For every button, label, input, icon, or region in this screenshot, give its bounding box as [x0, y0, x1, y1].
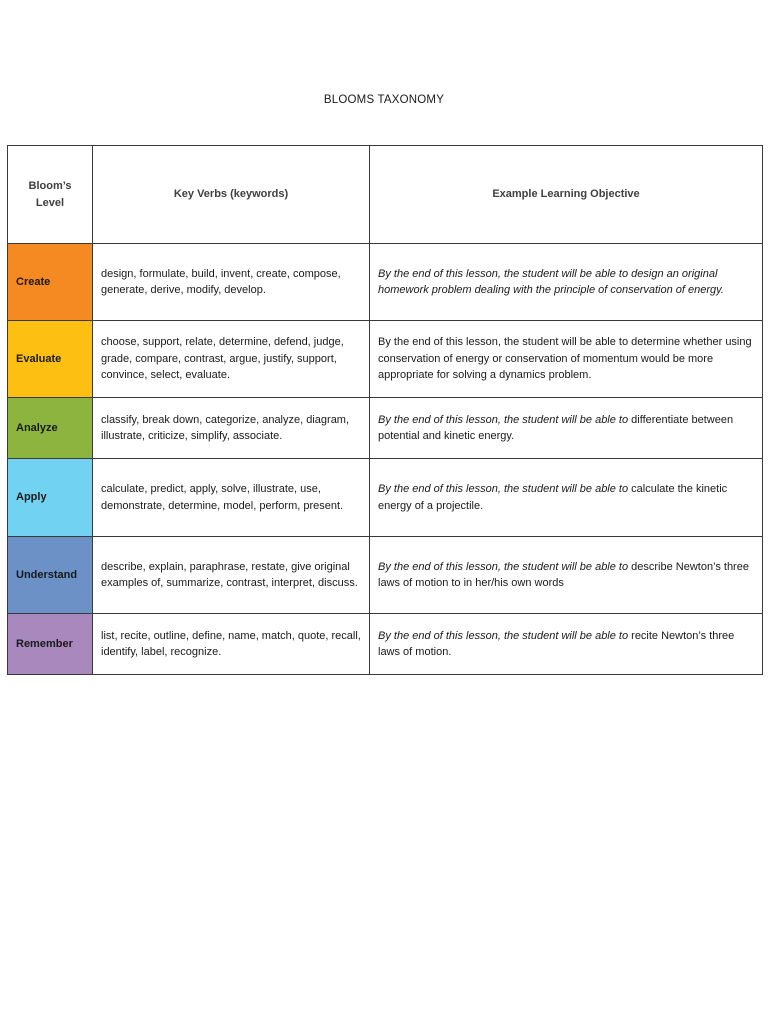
objective-cell — [370, 321, 763, 398]
verbs-cell: design, formulate, build, invent, create, compose, generate, derive, modify, develop. — [93, 244, 370, 321]
objective-italic: By the end of this lesson, the student will be able to — [378, 413, 632, 426]
objective-plain: calculate the kinetic energy of a projectile. — [378, 483, 728, 512]
document-title: BLOOMS TAXONOMY — [323, 94, 445, 106]
table-row — [8, 459, 763, 537]
table-row — [8, 321, 763, 398]
table-row — [8, 537, 763, 614]
table-row — [8, 244, 763, 321]
objective-italic: By the end of this lesson, the student will be able to — [378, 629, 632, 642]
objective-plain: recite Newton’s three laws of motion. — [378, 629, 735, 658]
objective-cell — [370, 537, 763, 614]
header-objective: Example Learning Objective — [370, 146, 763, 244]
objective-italic: By the end of this lesson, the student will be able to — [378, 560, 632, 573]
level-cell-create: Create — [8, 244, 93, 321]
verbs-cell: choose, support, relate, determine, defend, judge, grade, compare, contrast, argue, justify, support, convince, select, evaluate. — [93, 321, 370, 398]
objective-cell — [370, 459, 763, 537]
table-header-row — [8, 146, 763, 244]
objective-cell — [370, 614, 763, 675]
verbs-cell: classify, break down, categorize, analyze, diagram, illustrate, criticize, simplify, associate. — [93, 398, 370, 459]
level-cell-analyze: Analyze — [8, 398, 93, 459]
verbs-cell: calculate, predict, apply, solve, illustrate, use, demonstrate, determine, model, perform, present. — [93, 459, 370, 537]
objective-italic: By the end of this lesson, the student will be able to design an original homework problem dealing with the principle of conservation of energy. — [378, 267, 724, 296]
table-row — [8, 614, 763, 675]
level-cell-remember: Remember — [8, 614, 93, 675]
level-cell-evaluate: Evaluate — [8, 321, 93, 398]
objective-plain: describe Newton’s three laws of motion to in her/his own words — [378, 560, 749, 589]
objective-italic: By the end of this lesson, the student will be able to — [378, 483, 632, 495]
objective-cell — [370, 244, 763, 321]
objective-cell — [370, 398, 763, 459]
level-cell-understand: Understand — [8, 537, 93, 614]
blooms-taxonomy-table — [7, 145, 763, 675]
objective-plain: By the end of this lesson, the student will be able to determine whether using conservation of energy or conservation of momentum would be more appropriate for solving a dynamics problem. — [378, 336, 752, 382]
header-level: Bloom’s Level — [8, 146, 93, 244]
objective-plain: differentiate between potential and kinetic energy. — [378, 413, 734, 442]
verbs-cell: describe, explain, paraphrase, restate, give original examples of, summarize, contrast, interpret, discuss. — [93, 537, 370, 614]
header-key-verbs: Key Verbs (keywords) — [93, 146, 370, 244]
level-cell-apply: Apply — [8, 459, 93, 537]
table-row — [8, 398, 763, 459]
verbs-cell: list, recite, outline, define, name, match, quote, recall, identify, label, recognize. — [93, 614, 370, 675]
